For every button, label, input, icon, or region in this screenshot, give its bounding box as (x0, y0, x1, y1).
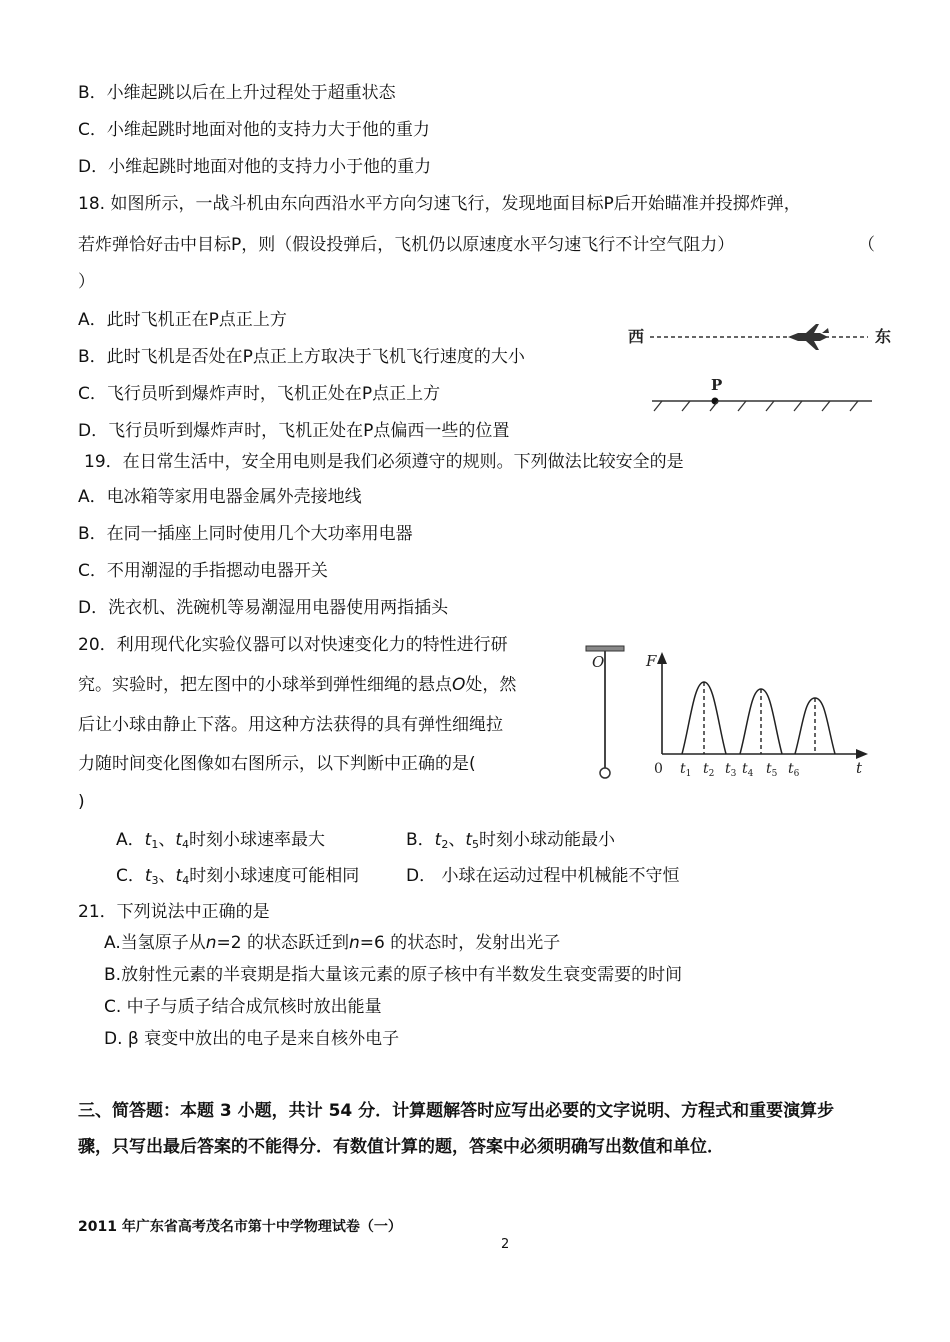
q21-option-c: C. 中子与质子结合成氘核时放出能量 (104, 997, 382, 1017)
suspension-point-symbol: O (452, 675, 466, 695)
q18-option-a: A．此时飞机正在P点正上方 (78, 310, 287, 330)
t-axis-arrow (856, 749, 868, 759)
fig-target-label: P (711, 376, 723, 394)
force-curves (682, 682, 835, 754)
tick-label-t3: $t_3$ (725, 761, 737, 779)
section3-heading-line1: 三、简答题：本题 3 小题，共计 54 分．计算题解答时应写出必要的文字说明、方程式和重要演算步 (78, 1101, 835, 1121)
tick-label-t6: $t_6$ (788, 761, 800, 779)
q18-figure (620, 318, 900, 423)
footer-title: 2011 年广东省高考茂名市第十中学物理试卷（一） (78, 1219, 402, 1235)
tick-label-t5: $t_5$ (766, 761, 778, 779)
tick-label-t1: $t_1$ (680, 761, 692, 779)
q21-option-b: B.放射性元素的半衰期是指大量该元素的原子核中有半数发生衰变需要的时间 (104, 965, 683, 985)
t-axis-label: t (856, 759, 863, 777)
q19-option-c: C．不用潮湿的手指摁动电器开关 (78, 561, 328, 581)
q19-stem: 19．在日常生活中，安全用电则是我们必须遵守的规则。下列做法比较安全的是 (84, 452, 684, 472)
tick-label-t2: $t_2$ (703, 761, 715, 779)
q19-option-b: B．在同一插座上同时使用几个大功率用电器 (78, 524, 413, 544)
q17-option-c: C．小维起跳时地面对他的支持力大于他的重力 (78, 120, 430, 140)
q20-option-a: A．$t_1$、$t_4$时刻小球速率最大 (116, 830, 325, 851)
q18-option-d: D．飞行员听到爆炸声时，飞机正处在P点偏西一些的位置 (78, 421, 510, 441)
q20-figure (580, 640, 880, 785)
ceiling-support (586, 646, 624, 651)
q20-option-b: B．$t_2$、$t_5$时刻小球动能最小 (406, 830, 616, 851)
q17-option-b: B．小维起跳以后在上升过程处于超重状态 (78, 83, 396, 103)
q20-stem-line2: 究。实验时，把左图中的小球举到弹性细绳的悬点O处，然 (78, 675, 517, 695)
ground-hatching (654, 401, 858, 411)
time-tick-labels (680, 761, 800, 779)
q20-stem-line4: 力随时间变化图像如右图所示，以下判断中正确的是( (78, 754, 476, 774)
q18-option-b: B．此时飞机是否处在P点正上方取决于飞机飞行速度的大小 (78, 347, 525, 367)
q20-stem-line3: 后让小球由静止下落。用这种方法获得的具有弹性细绳拉 (78, 715, 503, 735)
q19-option-a: A．电冰箱等家用电器金属外壳接地线 (78, 487, 362, 507)
section3-heading-line2: 骤，只写出最后答案的不能得分．有数值计算的题，答案中必须明确写出数值和单位． (78, 1137, 724, 1157)
airplane-icon (788, 324, 829, 350)
q17-option-d: D．小维起跳时地面对他的支持力小于他的重力 (78, 157, 432, 177)
q20-option-d: D． 小球在运动过程中机械能不守恒 (406, 866, 680, 886)
q21-option-a: A.当氢原子从n=2 的状态跃迁到n=6 的状态时，发射出光子 (104, 933, 561, 953)
q21-stem: 21．下列说法中正确的是 (78, 902, 270, 922)
q18-stem-line1: 18. 如图所示，一战斗机由东向西沿水平方向匀速飞行，发现地面目标P后开始瞄准并投掷炸弹， (78, 194, 801, 214)
q18-stem-line2: 若炸弹恰好击中目标P，则（假设投弹后，飞机仍以原速度水平匀速飞行不计空气阻力） (78, 235, 735, 255)
origin-label: 0 (654, 761, 663, 777)
q18-option-c: C．飞行员听到爆炸声时，飞机正处在P点正上方 (78, 384, 441, 404)
q20-option-c: C．$t_3$、$t_4$时刻小球速度可能相同 (116, 866, 360, 887)
q20-answer-paren-close: ) (78, 792, 85, 812)
page-number: 2 (501, 1237, 510, 1252)
fig-suspension-label: O (592, 653, 605, 671)
q21-option-d: D. β 衰变中放出的电子是来自核外电子 (104, 1029, 400, 1049)
q18-answer-paren-close: ） (78, 272, 95, 292)
q20-stem-line1: 20．利用现代化实验仪器可以对快速变化力的特性进行研 (78, 635, 508, 655)
tick-label-t4: $t_4$ (742, 761, 754, 779)
fig-east-label: 东 (875, 327, 892, 346)
q18-answer-paren-open: （ (858, 235, 875, 255)
f-axis-label: F (646, 652, 657, 670)
small-ball (600, 768, 610, 778)
fig-west-label: 西 (628, 327, 645, 346)
q19-option-d: D．洗衣机、洗碗机等易潮湿用电器使用两指插头 (78, 598, 449, 618)
f-axis-arrow (657, 652, 667, 664)
